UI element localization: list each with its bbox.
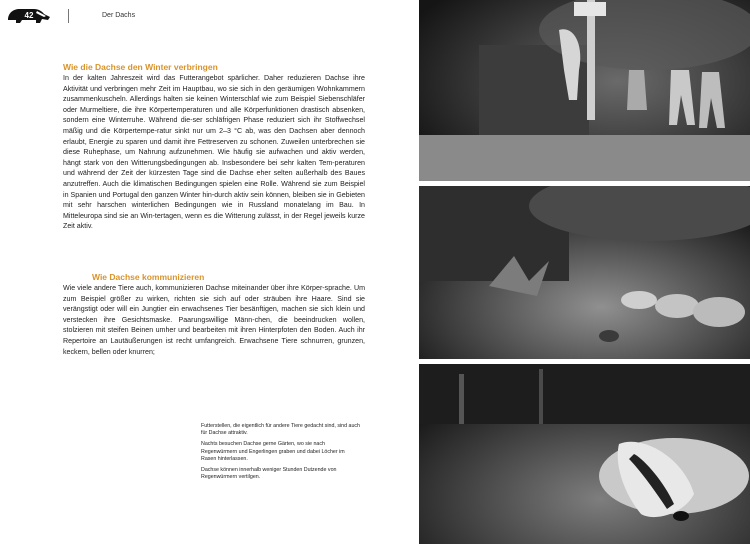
section-body-communication: Wie viele andere Tiere auch, kommunizieren Dachse miteinander über ihre Körper-sprache. Um zum Beispiel größer zu wirken, richten sie sich auf oder sträuben ihre Haare. Sind sie verängstigt oder will ein Jungtier ein erwachsenes Tier besänftigen, machen sie sich klein und verstecken ihre Gesichtsmaske. Paarungswillige Männ-chen, die beeindrucken wollen, stolzieren mit steifen Beinen umher und bearbeiten mit ihren Hinterpfoten den Boden. Auch ihr Repertoire an Lautäußerungen ist recht umfangreich. Erwachsene Tiere schnurren, grunzen, keckern, bellen oder knurren; bbox=[63, 284, 365, 356]
section-title-winter: Wie die Dachse den Winter verbringen bbox=[63, 62, 218, 72]
section-body-winter: In der kalten Jahreszeit wird das Futterangebot spärlicher. Daher reduzieren Dachse ihre Aktivität und verbringen mehr Zeit im Hauptbau, wo sie sich in den geräumigen Wohnkammern zusammenkuscheln. Allerdings halten sie keinen Winterschlaf wie zum Beispiel Siebenschläfer oder Murmeltiere, die ihre Körpertemperaturen und alle Körperfunktionen drastisch absenken, sondern eine Winterruhe. Während die-ser schläfrigen Phase reduziert sich ihr Stoffwechsel mäßig und die Körpertempe-ratur sinkt nur um 2–3 °C ab, was den Dachsen aber dennoch erlaubt, Energie zu sparen und damit ihre Fettreserven zu schonen. Zuweilen unterbrechen sie diese Ruhephase, um Nahrung aufzunehmen. Wie häufig sie aufwachen und aktiv werden, hängt stark von den Witterungsbedingungen ab. Insbesondere bei sehr kalten Tem-peraturen und während der Zeit der kürzesten Tage sind die Dachse eher selten außerhalb des Baues anzutreffen. Auch die klimatischen Bedingungen spielen eine Rolle. Während sie zum Beispiel in Spanien und Portugal den ganzen Winter hin-durch aktiv sein können, bleiben sie in Gebieten mit sehr harschen winterlichen Bedingungen wie in Russland monatelang im Bau. In Mitteleuropa sind sie an Win-tertagen, wenn es die Witterung zulässt, in der Regel jeweils kurze Zeit aktiv. bbox=[63, 74, 365, 231]
page-number: 42 bbox=[24, 11, 34, 20]
photo-badger-at-feeder bbox=[419, 0, 750, 181]
running-title: Der Dachs bbox=[102, 12, 136, 19]
badger-logo-icon bbox=[6, 5, 52, 25]
caption-2: Nachts besuchen Dachse gerne Gärten, wo sie nach Regenwürmern und Engerlingen graben und dabei Löcher im Rasen hinterlassen. bbox=[201, 441, 345, 462]
caption-3: Dachse können innerhalb weniger Stunden Dutzende von Regenwürmern vertilgen. bbox=[201, 467, 337, 481]
header-divider bbox=[68, 9, 69, 23]
photo-captions bbox=[201, 423, 361, 485]
caption-1: Futterstellen, die eigentlich für andere Tiere gedacht sind, sind auch für Dachse attraktiv. bbox=[201, 423, 361, 437]
section-title-communication: Wie Dachse kommunizieren bbox=[92, 272, 205, 282]
photo-badger-closeup bbox=[419, 364, 750, 544]
photo-three-badgers bbox=[419, 186, 750, 359]
